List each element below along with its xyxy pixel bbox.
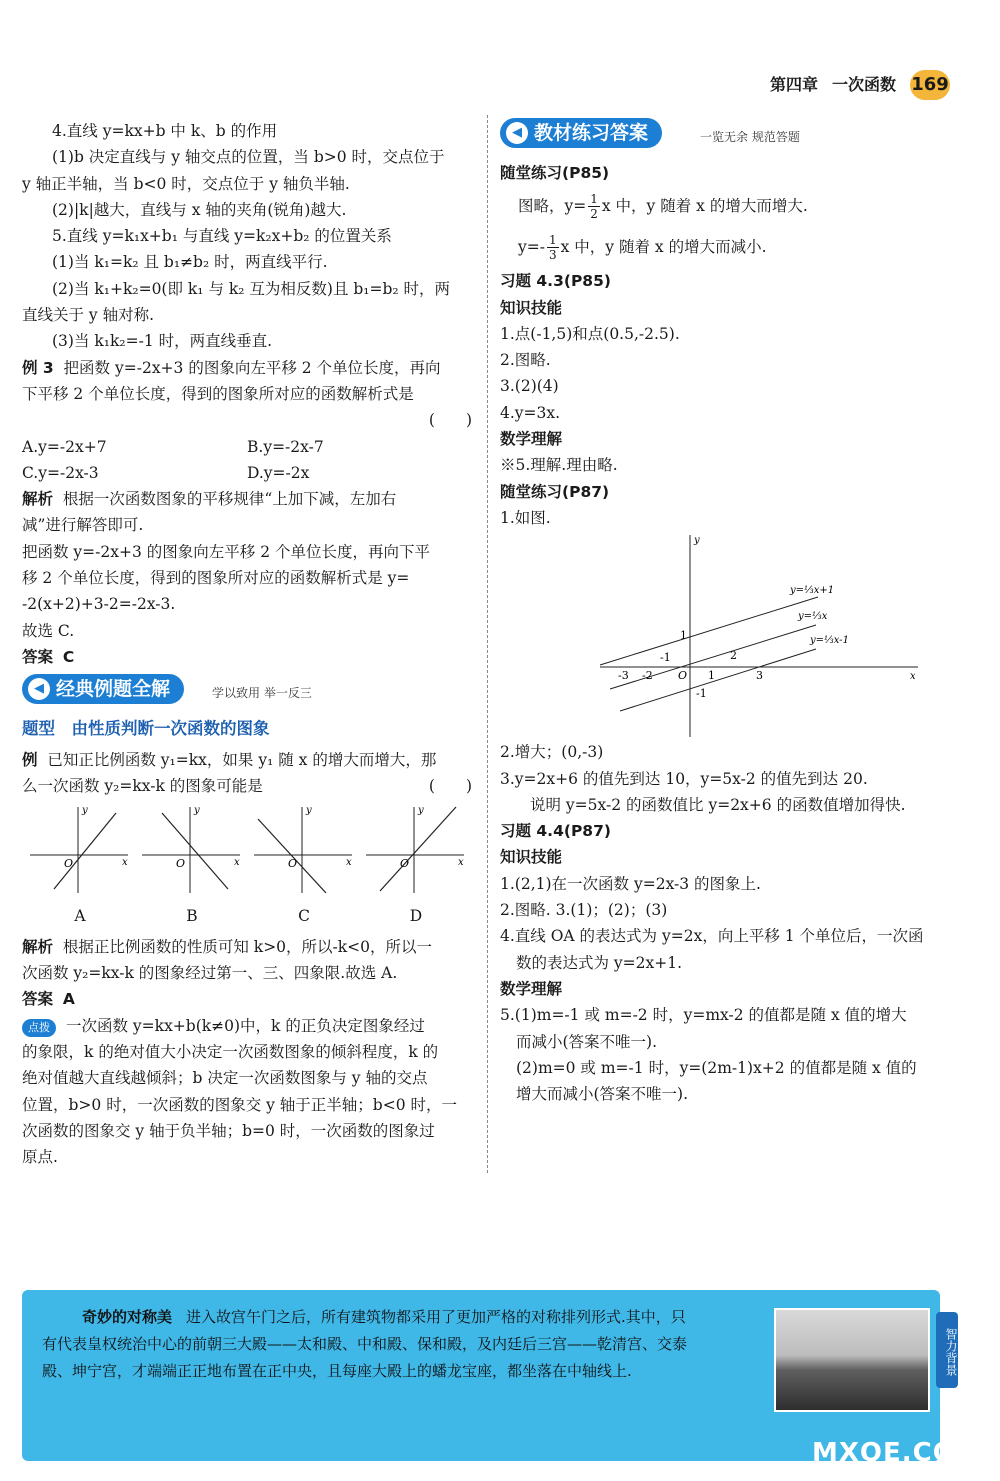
x-label: x	[458, 857, 464, 869]
speaker-icon: ◀	[28, 678, 50, 700]
answer-line: y=- $\frac{1}{3}$ x 中，y 随着 x 的增大而减小.	[518, 232, 767, 262]
intro-line: 直线关于 y 轴对称.	[22, 306, 155, 325]
graph-label: A	[74, 907, 86, 926]
intro-line: y 轴正半轴，当 b<0 时，交点位于 y 轴负半轴.	[22, 174, 350, 193]
tip-line: 的象限，k 的绝对值大小决定一次函数图象的倾斜程度，k 的	[22, 1042, 439, 1061]
graph-option-c	[252, 803, 356, 930]
example-question: 例 已知正比例函数 y₁=kx，如果 y₁ 随 x 的增大而增大，那	[22, 750, 437, 769]
banner-subtitle: 学以致用 举一反三	[212, 686, 312, 701]
speaker-icon: ◀	[506, 122, 528, 144]
analysis-line: 把函数 y=-2x+3 的图象向左平移 2 个单位长度，再向下平	[22, 542, 431, 561]
callout-line: 殿、坤宁宫，才端端正正地布置在正中央，且每座大殿上的蟠龙宝座，都坐落在中轴线上.	[42, 1362, 632, 1380]
trivia-callout	[22, 1290, 958, 1461]
tip-line: 绝对值越大直线越倾斜；b 决定一次函数图象与 y 轴的交点	[22, 1069, 428, 1088]
answer-line: (2)m=0 或 m=-1 时，y=(2m-1)x+2 的值都是随 x 值的	[516, 1058, 917, 1077]
answer-line: 2.图略.	[500, 351, 551, 370]
graph-line	[380, 807, 456, 891]
section-title: 习题 4.4(P87)	[500, 822, 611, 841]
fraction: $\frac{1}{3}$	[548, 232, 557, 262]
watermark: MXQE.COM	[812, 1438, 983, 1468]
callout-line: 奇妙的对称美 进入故宫午门之后，所有建筑物都采用了更加严格的对称排列形式.其中，只	[82, 1308, 686, 1326]
tick-label: 3	[756, 669, 763, 683]
section-title: 随堂练习(P85)	[500, 164, 610, 182]
graph-label: B	[186, 907, 198, 926]
answer-line: 图略，y= $\frac{1}{2}$ x 中，y 随着 x 的增大而增大.	[518, 191, 808, 221]
answer-line: ※5.理解.理由略.	[500, 456, 618, 475]
answer-label: 答案	[22, 647, 54, 666]
intro-line: 5.直线 y=k₁x+b₁ 与直线 y=k₂x+b₂ 的位置关系	[52, 227, 392, 246]
origin-label: O	[64, 857, 74, 871]
example3-options-2	[22, 460, 472, 486]
intro-line: (1)b 决定直线与 y 轴交点的位置，当 b>0 时，交点位于	[52, 148, 445, 167]
y-label: y	[418, 805, 424, 817]
classic-examples-banner	[22, 674, 472, 710]
option-graphs	[28, 803, 472, 930]
analysis-line: -2(x+2)+3-2=-2x-3.	[22, 595, 176, 614]
origin-label: O	[176, 857, 186, 871]
example-answer	[22, 986, 472, 1012]
example-analysis: 解析 根据正比例函数的性质可知 k>0，所以-k<0，所以一	[22, 937, 433, 956]
callout-tag: 智力背景	[936, 1312, 958, 1388]
graph-option-b	[140, 803, 244, 930]
line-label: y=⅓x-1	[810, 635, 849, 647]
example-label: 例	[22, 750, 38, 769]
tip-badge: 点拨	[22, 1019, 56, 1037]
option-c: C.y=-2x-3	[22, 463, 99, 482]
tip-line: 位置，b>0 时，一次函数的图象交 y 轴于正半轴；b<0 时，一	[22, 1095, 458, 1114]
option-b: B.y=-2x-7	[247, 437, 324, 456]
x-label: x	[910, 671, 916, 683]
tick-label: -1	[696, 687, 707, 701]
banner-rule	[500, 150, 952, 152]
option-d: D.y=-2x	[247, 463, 310, 482]
tip-line: 次函数的图象交 y 轴于负半轴；b=0 时，一次函数的图象过	[22, 1121, 435, 1140]
graph-line	[162, 813, 228, 889]
y-label: y	[194, 805, 200, 817]
callout-text	[42, 1304, 752, 1385]
answer-line: 而减小(答案不唯一).	[516, 1032, 658, 1051]
example3-analysis: 解析 根据一次函数图象的平移规律“上加下减，左加右	[22, 490, 397, 509]
graph-a-svg	[28, 803, 132, 895]
example3-question-2: 下平移 2 个单位长度，得到的图象所对应的函数解析式是	[22, 384, 414, 403]
page-header	[770, 68, 950, 102]
forbidden-city-photo	[774, 1308, 930, 1412]
chapter-title: 一次函数	[831, 74, 896, 94]
analysis-line: 故选 C.	[22, 621, 75, 640]
analysis-line: 移 2 个单位长度，得到的图象所对应的函数解析式是 y=	[22, 569, 410, 588]
line-label: y=⅓x+1	[790, 585, 835, 597]
x-label: x	[234, 857, 240, 869]
subsection-title: 知识技能	[500, 848, 563, 867]
subsection-title: 知识技能	[500, 298, 563, 317]
left-column	[22, 118, 472, 1170]
answer-value: C	[62, 647, 75, 666]
example-bracket: ( )	[428, 776, 472, 795]
banner-pill	[22, 674, 184, 704]
page-number: 169	[910, 70, 950, 100]
graph-label: D	[409, 907, 423, 926]
tip-line: 点拨 一次函数 y=kx+b(k≠0)中，k 的正负决定图象经过	[22, 1013, 472, 1039]
y-label: y	[306, 805, 312, 817]
example3-label: 例 3	[22, 358, 54, 377]
parallel-lines-graph	[590, 531, 920, 739]
fraction: $\frac{1}{2}$	[590, 191, 598, 221]
section-title: 习题 4.3(P85)	[500, 272, 611, 291]
right-column	[500, 118, 952, 1107]
topic-heading: 题型 由性质判断一次函数的图象	[22, 719, 270, 739]
graph-option-d	[364, 803, 468, 930]
example-question-2: 么一次函数 y₂=kx-k 的图象可能是 ( )	[22, 773, 472, 799]
answer-line: 1.如图.	[500, 508, 551, 527]
origin-label: O	[288, 857, 298, 871]
tip-line: 原点.	[22, 1148, 58, 1167]
answer-line: 2.增大；(0,-3)	[500, 743, 604, 762]
graph-line	[54, 813, 116, 889]
example3-answer	[22, 644, 472, 670]
answer-line: 3.(2)(4)	[500, 377, 559, 396]
answer-line: 数的表达式为 y=2x+1.	[516, 953, 683, 972]
intro-line: 4.直线 y=kx+b 中 k、b 的作用	[52, 122, 278, 140]
callout-title: 奇妙的对称美	[82, 1308, 173, 1326]
y-label: y	[82, 805, 88, 817]
x-label: x	[346, 857, 352, 869]
graph-line	[258, 819, 326, 893]
example3-bracket: ( )	[428, 411, 472, 430]
tick-label: -2	[642, 669, 653, 683]
subsection-title: 数学理解	[500, 430, 563, 449]
example3-question: 例 3 把函数 y=-2x+3 的图象向左平移 2 个单位长度，再向	[22, 358, 441, 377]
analysis-line: 减”进行解答即可.	[22, 516, 144, 535]
origin-label: O	[400, 857, 410, 871]
column-divider	[487, 115, 488, 1173]
graph-d-svg	[364, 803, 468, 895]
answer-label: 答案	[22, 990, 54, 1009]
analysis-line: 次函数 y₂=kx-k 的图象经过第一、三、四象限.故选 A.	[22, 964, 398, 983]
answer-line: 5.(1)m=-1 或 m=-2 时，y=mx-2 的值都是随 x 值的增大	[500, 1006, 907, 1025]
banner-title: 经典例题全解	[56, 678, 171, 701]
graph-c-svg	[252, 803, 356, 895]
banner-rule	[22, 706, 472, 708]
x-label: x	[122, 857, 128, 869]
section-title: 随堂练习(P87)	[500, 482, 610, 501]
textbook-answers-banner	[500, 118, 952, 154]
tick-label: 1	[708, 669, 715, 683]
intro-line: (3)当 k₁k₂=-1 时，两直线垂直.	[52, 332, 273, 351]
tick-label: 2	[730, 649, 737, 663]
callout-line: 有代表皇权统治中心的前朝三大殿——太和殿、中和殿、保和殿，及内廷后三宫——乾清宫、交泰	[42, 1335, 688, 1353]
answer-line: 4.y=3x.	[500, 403, 561, 422]
analysis-label: 解析	[22, 937, 54, 956]
answer-line: 2.图略. 3.(1)；(2)；(3)	[500, 901, 668, 920]
line-label: y=⅓x	[798, 611, 828, 623]
intro-line: (1)当 k₁=k₂ 且 b₁≠b₂ 时，两直线平行.	[52, 253, 328, 272]
origin-label: O	[678, 669, 688, 683]
answer-line: 说明 y=5x-2 的函数值比 y=2x+6 的函数值增加得快.	[530, 795, 906, 814]
intro-line: (2)|k|越大，直线与 x 轴的夹角(锐角)越大.	[52, 200, 347, 219]
answer-value: A	[62, 990, 75, 1009]
banner-title: 教材练习答案	[534, 122, 649, 144]
intro-line: (2)当 k₁+k₂=0(即 k₁ 与 k₂ 互为相反数)且 b₁=b₂ 时，两	[52, 279, 451, 298]
option-a: A.y=-2x+7	[22, 437, 107, 456]
analysis-label: 解析	[22, 490, 54, 509]
banner-pill	[500, 118, 662, 148]
answer-line: 增大而减小(答案不唯一).	[516, 1085, 689, 1104]
answer-line: 1.点(-1,5)和点(0.5,-2.5).	[500, 324, 680, 343]
tick-label: 1	[680, 629, 687, 643]
y-label: y	[694, 535, 700, 547]
chapter-label: 第四章	[769, 74, 818, 94]
tick-label: -3	[618, 669, 629, 683]
tick-label: -1	[660, 651, 671, 665]
example3-options	[22, 434, 472, 460]
graph-label: C	[298, 907, 310, 926]
graph-option-a	[28, 803, 132, 930]
answer-line: 4.直线 OA 的表达式为 y=2x，向上平移 1 个单位后，一次函	[500, 927, 924, 946]
banner-subtitle: 一览无余 规范答题	[700, 130, 800, 144]
answer-line: 3.y=2x+6 的值先到达 10，y=5x-2 的值先到达 20.	[500, 769, 868, 788]
subsection-title: 数学理解	[500, 979, 563, 998]
line-plus-1	[600, 597, 818, 665]
answer-line: 1.(2,1)在一次函数 y=2x-3 的图象上.	[500, 874, 761, 893]
graph-b-svg	[140, 803, 244, 895]
